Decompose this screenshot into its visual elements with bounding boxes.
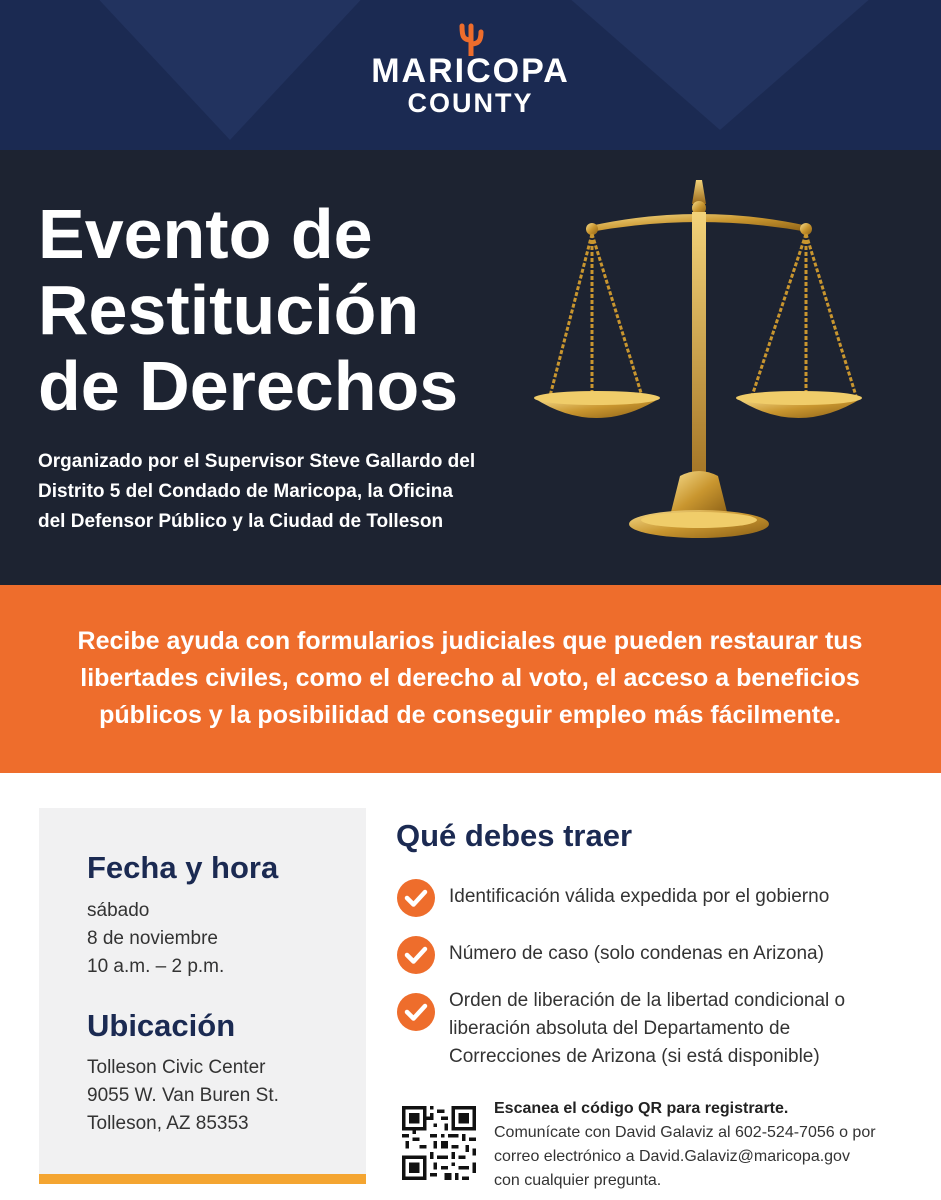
description-banner xyxy=(0,585,941,773)
date-time-details xyxy=(87,897,224,981)
event-title-line: Evento de xyxy=(38,195,373,273)
check-circle-icon xyxy=(396,935,436,975)
logo-text-county: COUNTY xyxy=(407,88,534,118)
registration-qr-code[interactable] xyxy=(402,1106,476,1180)
event-time: 10 a.m. – 2 p.m. xyxy=(87,956,225,977)
event-title-line: Restitución xyxy=(38,271,420,349)
event-date: 8 de noviembre xyxy=(87,928,218,949)
organizer-line: Organizado por el Supervisor Steve Gallardo del xyxy=(38,451,476,472)
registration-info xyxy=(494,1097,924,1193)
organizer-line: Distrito 5 del Condado de Maricopa, la Oficina xyxy=(38,481,453,502)
logo-text-maricopa: MARICOPA xyxy=(371,52,570,90)
location-city: Tolleson, AZ 85353 xyxy=(87,1113,249,1134)
event-day: sábado xyxy=(87,900,150,921)
contact-line: con cualquier pregunta. xyxy=(494,1172,662,1189)
location-heading: Ubicación xyxy=(87,1008,236,1043)
event-info-card xyxy=(39,808,366,1184)
what-to-bring-heading: Qué debes traer xyxy=(396,818,633,853)
contact-line: Comunícate con David Galaviz al 602-524-7056 o por xyxy=(494,1124,876,1141)
hero-section xyxy=(0,150,941,585)
accent-bar xyxy=(39,1174,366,1184)
location-name: Tolleson Civic Center xyxy=(87,1057,266,1078)
location-street: 9055 W. Van Buren St. xyxy=(87,1085,279,1106)
header-banner xyxy=(0,0,941,150)
organizer-text xyxy=(38,447,518,537)
date-time-heading: Fecha y hora xyxy=(87,850,279,885)
organizer-line: del Defensor Público y la Ciudad de Tolleson xyxy=(38,511,444,532)
qr-instruction: Escanea el código QR para registrarte. xyxy=(494,1100,789,1117)
check-circle-icon xyxy=(396,992,436,1032)
contact-line: correo electrónico a David.Galaviz@maricopa.gov xyxy=(494,1148,850,1165)
maricopa-county-logo xyxy=(0,22,941,118)
saguaro-cactus-icon xyxy=(451,22,491,56)
location-details xyxy=(87,1054,279,1138)
event-title-line: de Derechos xyxy=(38,347,459,425)
description-text: Recibe ayuda con formularios judiciales que pueden restaurar tus libertades civiles, como el derecho al voto, el acceso a beneficios públicos y la posibilidad de conseguir empleo más fácilmente. xyxy=(77,627,863,729)
event-title xyxy=(38,196,558,424)
checklist-item-text: Número de caso (solo condenas en Arizona) xyxy=(449,943,824,964)
checklist-item-text: Identificación válida expedida por el gobierno xyxy=(449,886,830,907)
scales-of-justice-image xyxy=(530,176,870,556)
check-circle-icon xyxy=(396,878,436,918)
checklist-item-text: Orden de liberación de la libertad condicional o liberación absoluta del Departamento de Correcciones de Arizona (si está disponible) xyxy=(449,990,846,1067)
